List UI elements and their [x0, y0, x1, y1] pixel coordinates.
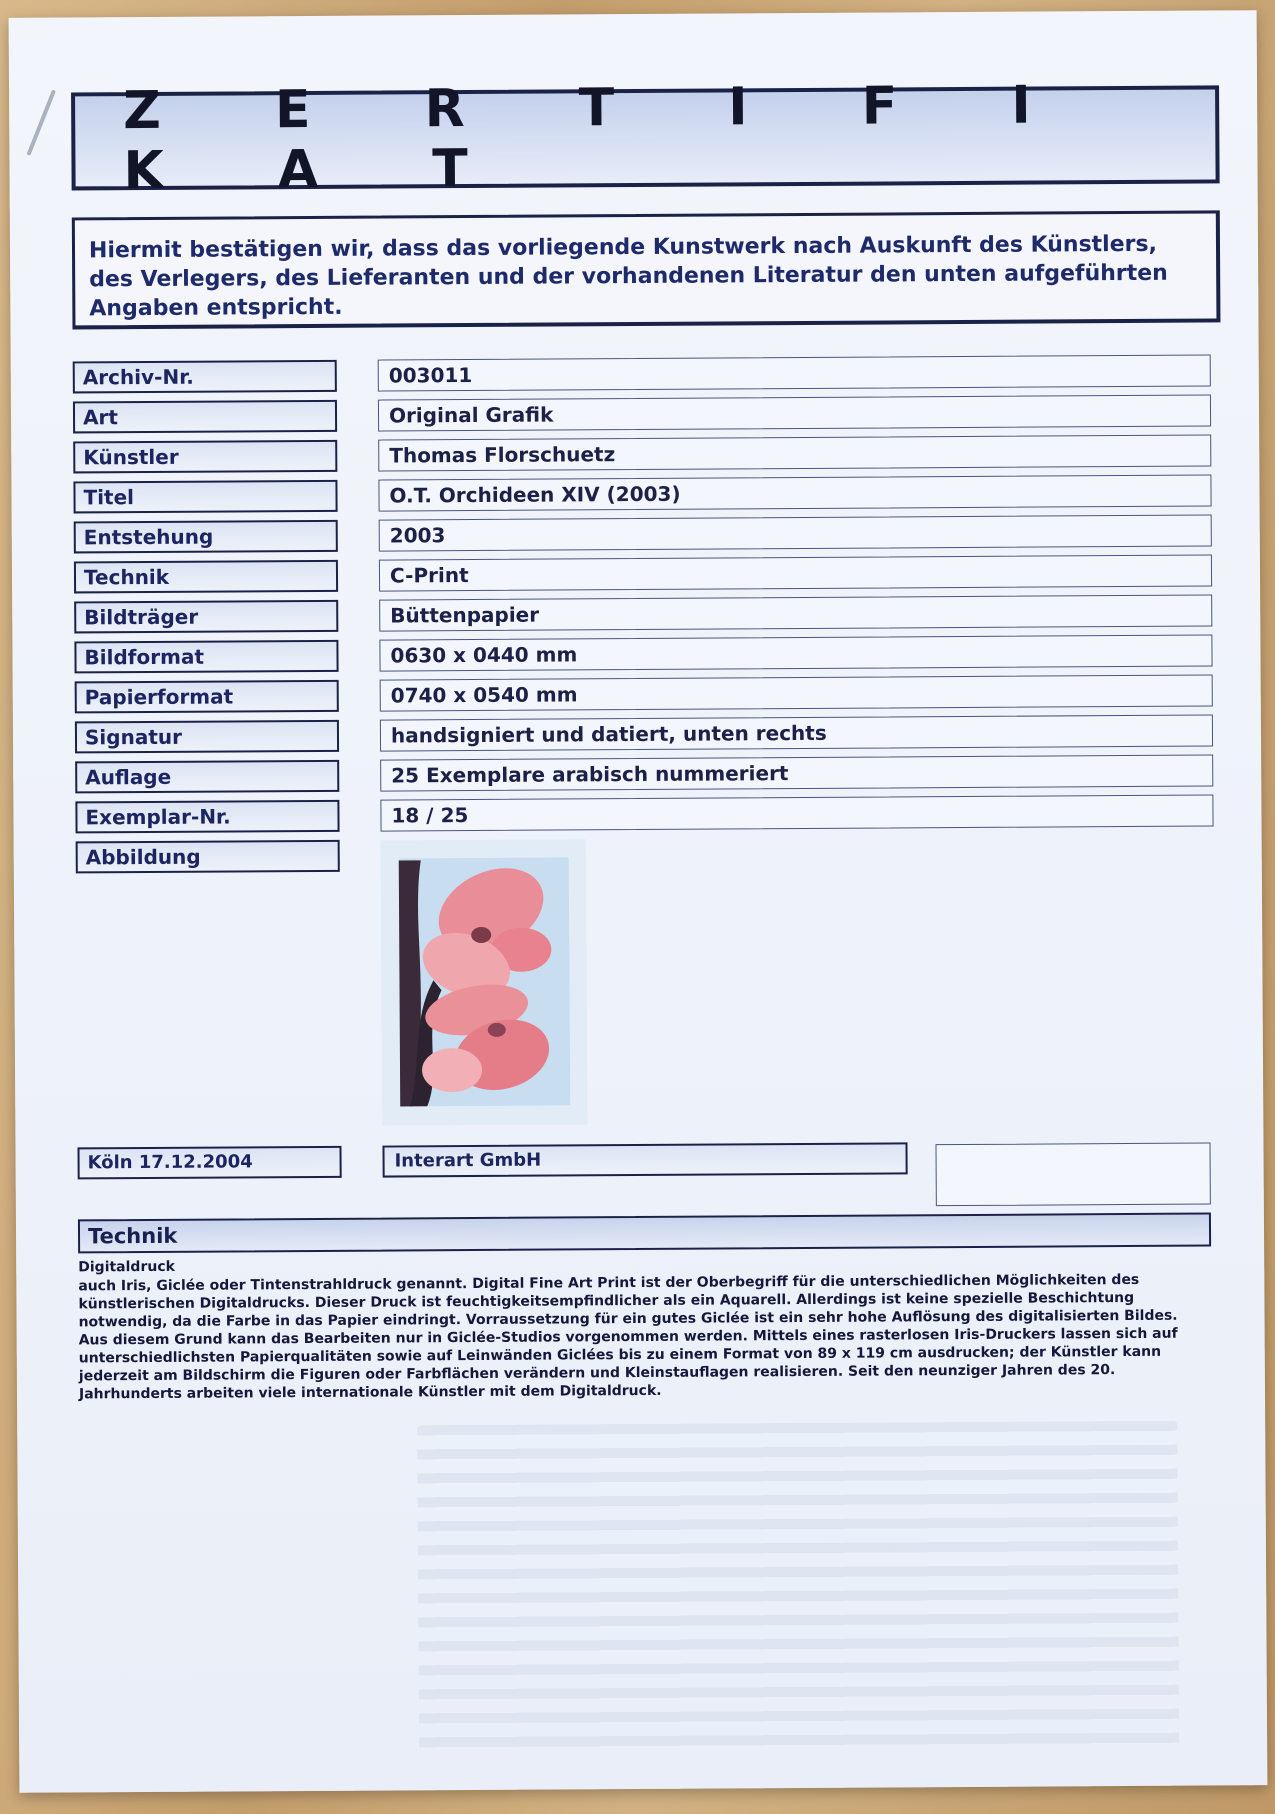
company-name: Interart GmbH: [382, 1142, 907, 1177]
field-label: Auflage: [75, 760, 339, 794]
field-value: C-Print: [379, 554, 1212, 591]
field-row-signatur: [75, 714, 1223, 761]
staple: [26, 89, 56, 156]
field-row-papierformat: [75, 674, 1223, 721]
field-value: Büttenpapier: [379, 594, 1212, 631]
field-label: Künstler: [73, 440, 337, 474]
field-label: Archiv-Nr.: [73, 360, 337, 394]
field-row-titel: [73, 474, 1221, 521]
field-label: Entstehung: [74, 520, 338, 554]
artwork-thumbnail: [381, 839, 588, 1125]
technik-description: auch Iris, Giclée oder Tintenstrahldruck genannt. Digital Fine Art Print ist der Oberbegriff für die unterschiedlichen Möglichkeiten des künstlerischen Digitaldrucks. Dieser Druck ist feuchtigkeitsempfindlicher als ein Aquarell. Allerdings ist keine spezielle Beschichtung notwendig, da die Farbe in das Papier eindringt. Vorraussetzung für ein gutes Giclée ist ein sehr hohe Auflösung des digitalisierten Bildes. Aus diesem Grund kann das Bearbeiten nur in Giclée-Studios vorgenommen werden. Mittels eines rasterlosen Iris-Druckers lassen sich auf unterschiedlichsten Papierqualitäten sowie auf Leinwänden Giclées bis zu einem Format von 89 x 119 cm ausdrucken; der Künstler kann jederzeit am Bildschirm die Figuren oder Farbflächen verändern und Kleinstauflagen realisieren. Seit den neunziger Jahren des 20. Jahrhunderts arbeiten viele internationale Künstler mit dem Digitaldruck.: [78, 1271, 1178, 1403]
field-value: 0740 x 0540 mm: [380, 674, 1213, 711]
field-label: Bildformat: [74, 640, 338, 674]
field-label: Art: [73, 400, 337, 434]
place-date: Köln 17.12.2004: [77, 1146, 341, 1180]
field-label: Signatur: [75, 720, 339, 754]
field-row-kuenstler: [73, 434, 1221, 481]
field-row-bildformat: [74, 634, 1222, 681]
certificate-sheet: [9, 10, 1268, 1793]
field-label: Abbildung: [76, 840, 340, 874]
orchid-image: [381, 839, 588, 1125]
field-value: 2003: [379, 514, 1212, 551]
field-row-exemplar: [75, 794, 1223, 841]
field-label: Papierformat: [75, 680, 339, 714]
field-label: Technik: [74, 560, 338, 594]
field-list: [73, 354, 1224, 881]
intro-statement: Hiermit bestätigen wir, dass das vorliegende Kunstwerk nach Auskunft des Künstlers, des Verlegers, des Lieferanten und der vorhandenen Literatur den unten aufgeführten Angaben entspricht.: [72, 210, 1221, 329]
show-through-text: [417, 1421, 1179, 1756]
field-value: 0630 x 0440 mm: [379, 634, 1212, 671]
field-value: Thomas Florschuetz: [378, 434, 1211, 471]
field-value: 25 Exemplare arabisch nummeriert: [380, 754, 1213, 791]
field-row-archiv: [73, 354, 1221, 401]
field-row-art: [73, 394, 1221, 441]
field-value: 003011: [378, 354, 1211, 391]
field-label: Bildträger: [74, 600, 338, 634]
field-row-abbildung: [76, 834, 1224, 881]
field-value: 18 / 25: [380, 794, 1213, 831]
field-row-auflage: [75, 754, 1223, 801]
certificate-title-box: [71, 75, 1220, 202]
field-row-technik: [74, 554, 1222, 601]
field-value: Original Grafik: [378, 394, 1211, 431]
technik-subheading: Digitaldruck: [78, 1258, 175, 1276]
field-label: Titel: [73, 480, 337, 514]
signature-box: [935, 1143, 1210, 1207]
field-value: handsigniert und datiert, unten rechts: [380, 714, 1213, 751]
field-row-bildtraeger: [74, 594, 1222, 641]
field-value: O.T. Orchideen XIV (2003): [378, 474, 1211, 511]
certificate-title: Z E R T I F I K A T: [122, 75, 1079, 202]
field-label: Exemplar-Nr.: [75, 800, 339, 834]
field-row-entstehung: [74, 514, 1222, 561]
technik-heading: Technik: [78, 1213, 1211, 1254]
